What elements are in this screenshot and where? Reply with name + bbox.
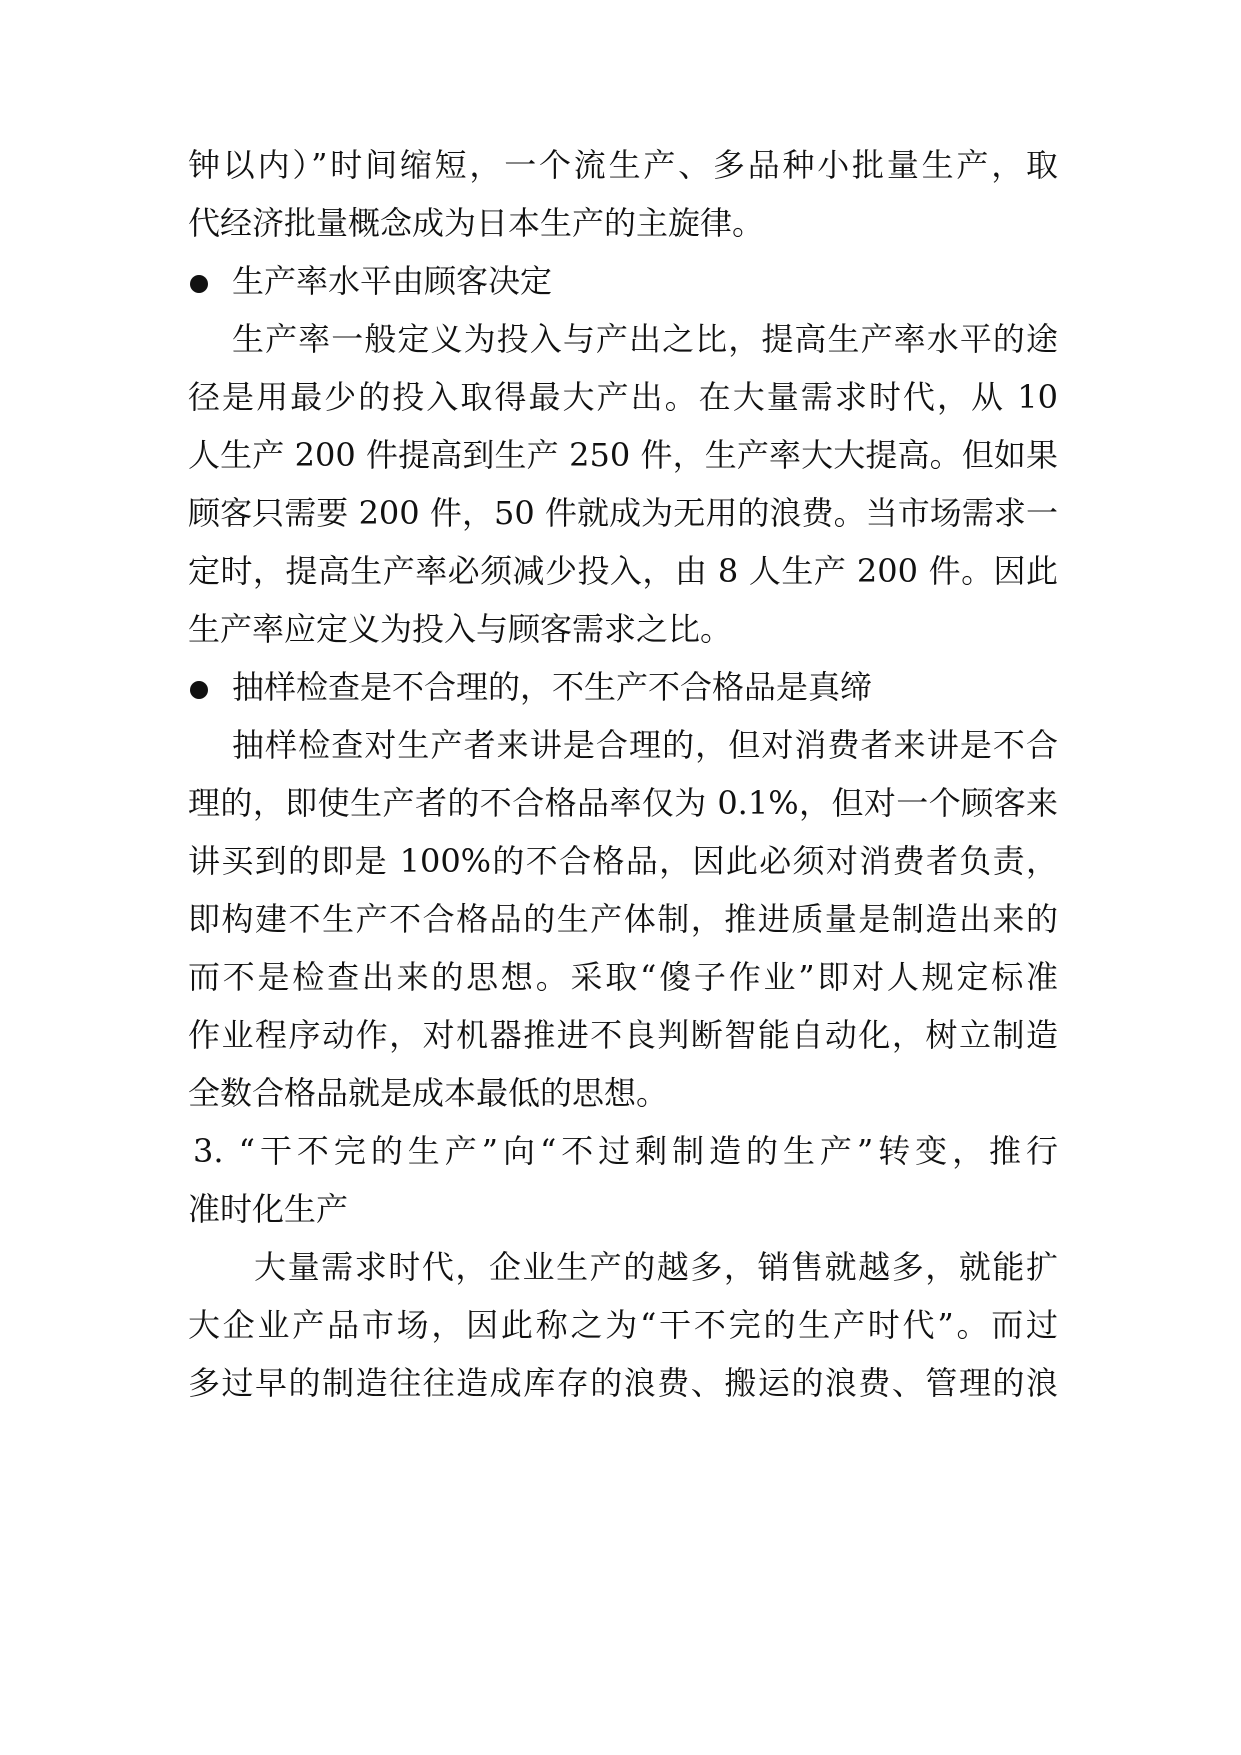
paragraph-line: 大企业产品市场，因此称之为“干不完的生产时代”。而过: [188, 1306, 1058, 1344]
paragraph-line: 即构建不生产不合格品的生产体制，推进质量是制造出来的: [188, 900, 1058, 938]
paragraph-line: 多过早的制造往往造成库存的浪费、搬运的浪费、管理的浪: [188, 1364, 1058, 1402]
paragraph-line: 人生产 200 件提高到生产 250 件，生产率大大提高。但如果: [188, 436, 1058, 474]
paragraph-line: 顾客只需要 200 件，50 件就成为无用的浪费。当市场需求一: [188, 494, 1058, 532]
paragraph-line: 作业程序动作，对机器推进不良判断智能自动化，树立制造: [188, 1016, 1058, 1054]
section-heading: 3. “干不完的生产”向“不过剩制造的生产”转变，推行: [193, 1132, 1058, 1170]
paragraph-line: 生产率一般定义为投入与产出之比，提高生产率水平的途: [232, 320, 1058, 358]
paragraph-line: 径是用最少的投入取得最大产出。在大量需求时代，从 10: [188, 378, 1058, 416]
paragraph-line: 代经济批量概念成为日本生产的主旋律。: [188, 204, 765, 242]
bullet-heading: 生产率水平由顾客决定: [232, 262, 553, 300]
bullet-icon: [190, 681, 208, 699]
paragraph-line: 钟以内）”时间缩短，一个流生产、多品种小批量生产，取: [188, 146, 1058, 184]
paragraph-line: 讲买到的即是 100%的不合格品，因此必须对消费者负责，: [188, 842, 1058, 880]
bullet-heading: 抽样检查是不合理的，不生产不合格品是真缔: [232, 668, 873, 706]
paragraph-line: 生产率应定义为投入与顾客需求之比。: [188, 610, 733, 648]
paragraph-line: 定时，提高生产率必须减少投入，由 8 人生产 200 件。因此: [188, 552, 1058, 590]
paragraph-line: 全数合格品就是成本最低的思想。: [188, 1074, 669, 1112]
bullet-icon: [190, 275, 208, 293]
section-heading-continued: 准时化生产: [188, 1190, 349, 1228]
paragraph-line: 抽样检查对生产者来讲是合理的，但对消费者来讲是不合: [232, 726, 1058, 764]
paragraph-line: 理的，即使生产者的不合格品率仅为 0.1%，但对一个顾客来: [188, 784, 1058, 822]
paragraph-line: 而不是检查出来的思想。采取“傻子作业”即对人规定标准: [188, 958, 1058, 996]
paragraph-line: 大量需求时代，企业生产的越多，销售就越多，就能扩: [254, 1248, 1058, 1286]
